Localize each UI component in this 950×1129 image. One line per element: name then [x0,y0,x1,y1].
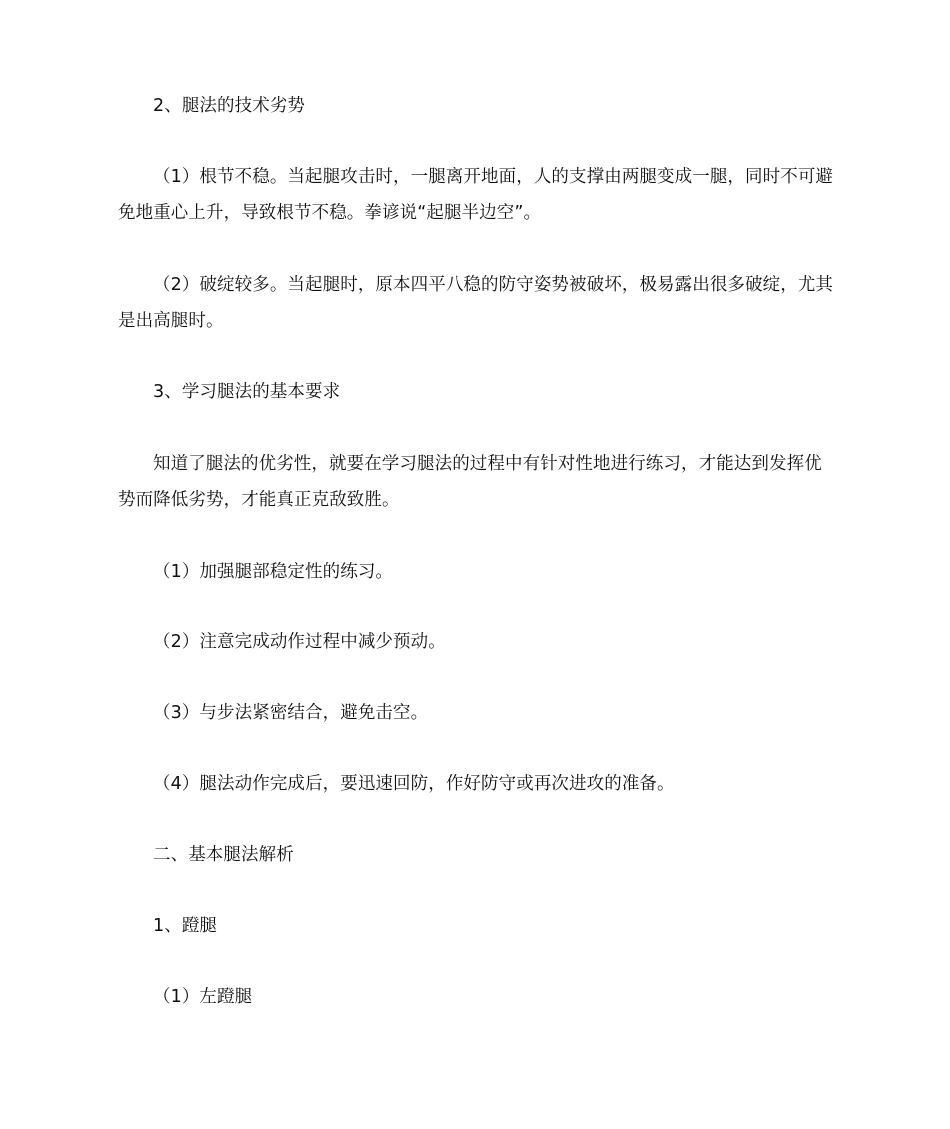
list-item-requirement-2: （2）注意完成动作过程中减少预动。 [153,632,446,652]
list-item-requirement-3: （3）与步法紧密结合，避免击空。 [153,703,429,723]
list-item-requirement-4: （4）腿法动作完成后，要迅速回防，作好防守或再次进攻的准备。 [153,774,675,794]
paragraph-weakness-openings: （2）破绽较多。当起腿时，原本四平八稳的防守姿势被破坏，极易露出很多破绽，尤其是出高腿时。 [118,275,834,331]
section-heading-leg-weaknesses: 2、腿法的技术劣势 [153,96,306,116]
list-item-requirement-1: （1）加强腿部稳定性的练习。 [153,562,394,582]
subsection-heading-push-kick: 1、蹬腿 [153,916,218,936]
subsection-heading-left-push-kick: （1）左蹬腿 [153,987,253,1007]
section-heading-basic-requirements: 3、学习腿法的基本要求 [153,382,341,402]
section-heading-leg-analysis: 二、基本腿法解析 [153,845,294,865]
paragraph-requirements-intro: 知道了腿法的优劣性，就要在学习腿法的过程中有针对性地进行练习，才能达到发挥优势而降低劣势，才能真正克敌致胜。 [118,454,822,510]
paragraph-weakness-root-unstable: （1）根节不稳。当起腿攻击时，一腿离开地面，人的支撑由两腿变成一腿，同时不可避免地重心上升，导致根节不稳。拳谚说“起腿半边空”。 [118,167,834,223]
